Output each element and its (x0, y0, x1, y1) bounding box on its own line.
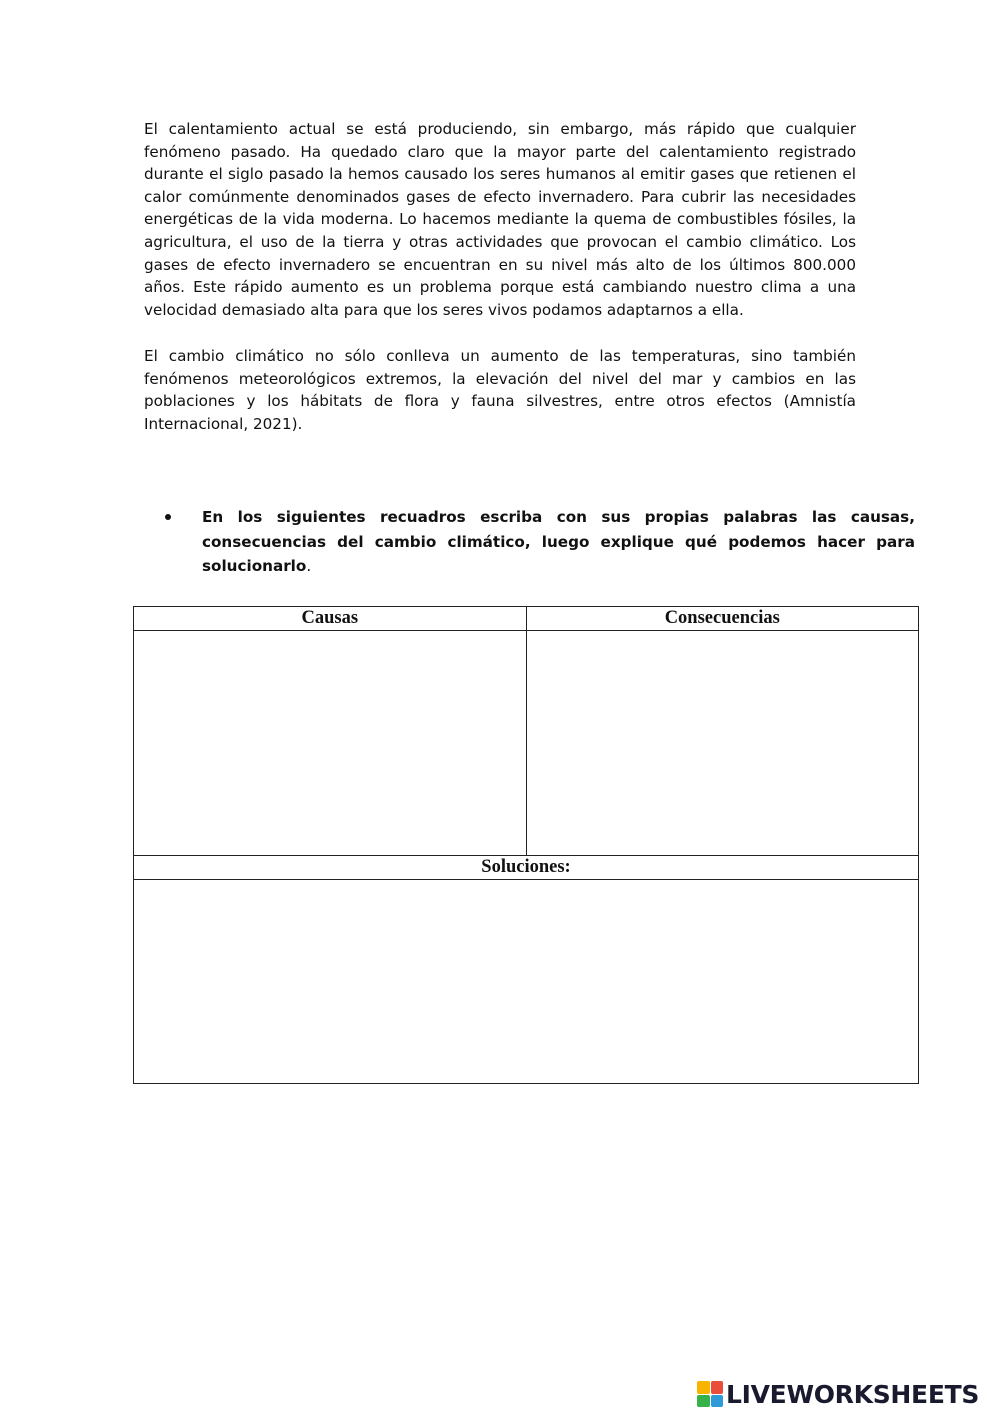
logo-square-green (697, 1395, 710, 1408)
answer-table (133, 606, 919, 1084)
causes-header: Causas (134, 607, 527, 631)
liveworksheets-brand (697, 1378, 979, 1410)
brand-name: LIVEWORKSHEETS (726, 1379, 980, 1409)
liveworksheets-logo-icon (697, 1381, 723, 1407)
instruction-bold-text: En los siguientes recuadros escriba con sus propias palabras las causas, consecuencias del cambio climático, luego explique qué podemos hacer para solucionarlo (202, 508, 915, 575)
consequences-header: Consecuencias (526, 607, 919, 631)
solutions-answer-box[interactable] (134, 880, 919, 1084)
intro-paragraph-2: El cambio climático no sólo conlleva un aumento de las temperaturas, sino también fenómenos meteorológicos extremos, la elevación del nivel del mar y cambios en las poblaciones y los hábitats de flora y fauna silvestres, entre otros efectos (Amnistía Internacional, 2021). (144, 347, 856, 433)
bullet-icon (165, 514, 171, 520)
logo-square-yellow (697, 1381, 710, 1394)
instruction-text (202, 505, 915, 579)
instruction-trailing-text: . (306, 557, 312, 575)
consequences-answer-box[interactable] (526, 631, 919, 856)
intro-paragraph-1: El calentamiento actual se está produciendo, sin embargo, más rápido que cualquier fenómeno pasado. Ha quedado claro que la mayor parte del calentamiento registrado durante el siglo pasado la hemos causado los seres humanos al emitir gases que retienen el calor comúnmente denominados gases de efecto invernadero. Para cubrir las necesidades energéticas de la vida moderna. Lo hacemos mediante la quema de combustibles fósiles, la agricultura, el uso de la tierra y otras actividades que provocan el cambio climático. Los gases de efecto invernadero se encuentran en su nivel más alto de los últimos 800.000 años. Este rápido aumento es un problema porque está cambiando nuestro clima a una velocidad demasiado alta para que los seres vivos podamos adaptarnos a ella. (144, 120, 856, 319)
logo-square-blue (711, 1395, 724, 1408)
solutions-header: Soluciones: (134, 856, 919, 880)
logo-square-red (711, 1381, 724, 1394)
causes-answer-box[interactable] (134, 631, 527, 856)
instruction-item (165, 505, 915, 579)
